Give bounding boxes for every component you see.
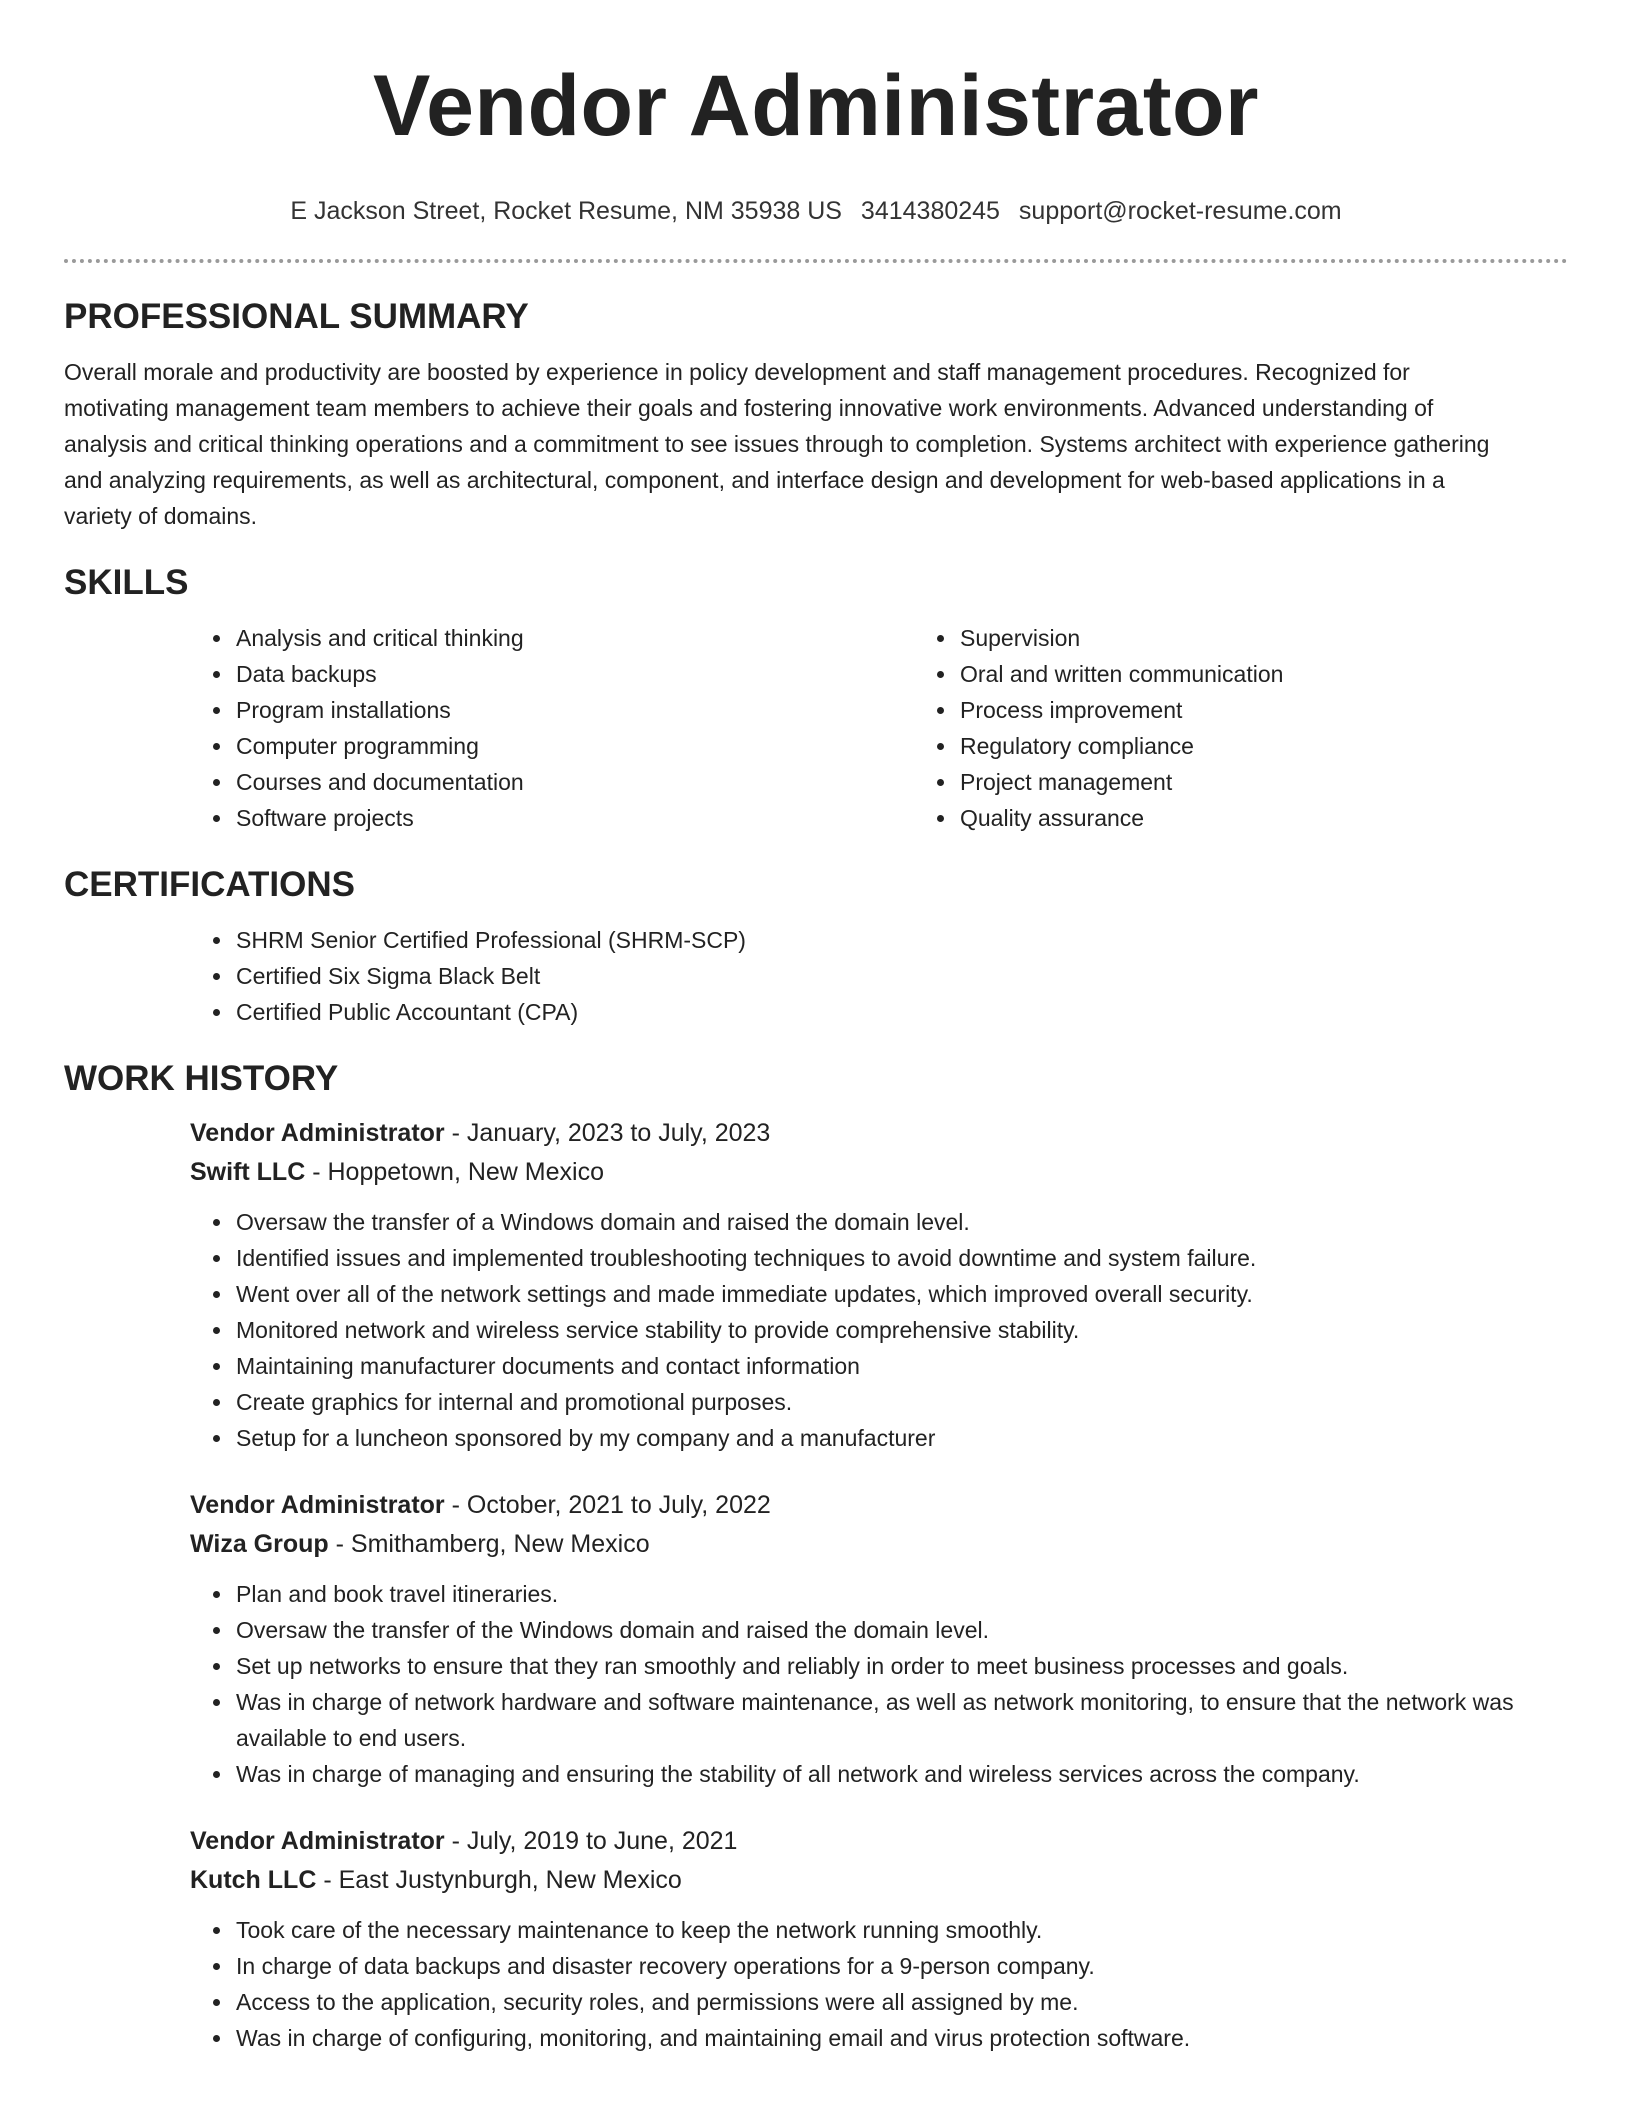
skill-item: • Quality assurance: [958, 800, 1283, 836]
skill-item: • Analysis and critical thinking: [234, 620, 914, 656]
job-bullet: • Oversaw the transfer of the Windows domain and raised the domain level.: [234, 1612, 1568, 1648]
job-role: Vendor Administrator: [190, 1491, 445, 1519]
job-entry: [190, 1486, 1568, 1564]
job-bullet: • Access to the application, security roles, and permissions were all assigned by me.: [234, 1984, 1568, 2020]
job-dates: - October, 2021 to July, 2022: [444, 1491, 771, 1519]
skill-item: • Data backups: [234, 656, 914, 692]
skill-item: • Software projects: [234, 800, 914, 836]
job-company-line: [190, 1525, 1568, 1564]
contact-email[interactable]: support@rocket-resume.com: [1018, 197, 1342, 225]
contact-line: [64, 196, 1568, 226]
job-bullets: [64, 1204, 1568, 1456]
job-title-line: [190, 1114, 1568, 1153]
skill-item: • Process improvement: [958, 692, 1283, 728]
skills-heading: SKILLS: [64, 563, 189, 602]
skill-item: • Supervision: [958, 620, 1283, 656]
skills-list: [64, 620, 1568, 836]
job-bullets: [64, 1912, 1568, 2056]
job-location: - Hoppetown, New Mexico: [305, 1158, 604, 1186]
resume-name: Vendor Administrator: [372, 58, 1260, 154]
skill-item: • Program installations: [234, 692, 914, 728]
skill-item: • Courses and documentation: [234, 764, 914, 800]
job-bullet: • Plan and book travel itineraries.: [234, 1576, 1568, 1612]
job-location: - Smithamberg, New Mexico: [328, 1530, 650, 1558]
job-bullet: • Was in charge of managing and ensuring the stability of all network and wireless services across the company.: [234, 1756, 1568, 1792]
job-company: Swift LLC: [190, 1158, 306, 1186]
job-bullet: • In charge of data backups and disaster recovery operations for a 9-person company.: [234, 1948, 1568, 1984]
skill-item: • Project management: [958, 764, 1283, 800]
summary-text: Overall morale and productivity are boosted by experience in policy development and staff management procedures. Recognized for motivating management team members to achieve their goals and fostering innovative work environments. Advanced understanding of analysis and critical thinking operations and a commitment to see issues through to completion. Systems architect with experience gathering and analyzing requirements, as well as architectural, component, and interface design and development for web-based applications in a variety of domains.: [64, 359, 1490, 529]
work-history-heading: WORK HISTORY: [64, 1059, 339, 1098]
job-entry: [190, 1822, 1568, 1900]
job-company-line: [190, 1153, 1568, 1192]
certification-item: • Certified Six Sigma Black Belt: [234, 958, 1568, 994]
job-bullet: • Took care of the necessary maintenance to keep the network running smoothly.: [234, 1912, 1568, 1948]
job-bullet: • Identified issues and implemented troubleshooting techniques to avoid downtime and system failure.: [234, 1240, 1568, 1276]
certification-item: • SHRM Senior Certified Professional (SHRM-SCP): [234, 922, 1568, 958]
job-bullet: • Monitored network and wireless service stability to provide comprehensive stability.: [234, 1312, 1568, 1348]
job-bullets: [64, 1576, 1568, 1792]
job-location: - East Justynburgh, New Mexico: [316, 1866, 682, 1894]
header-divider: [64, 259, 1568, 263]
contact-phone: 3414380245: [860, 197, 1000, 225]
skills-column-right: [914, 620, 1283, 836]
job-bullet: • Went over all of the network settings and made immediate updates, which improved overall security.: [234, 1276, 1568, 1312]
certification-item: • Certified Public Accountant (CPA): [234, 994, 1568, 1030]
certifications-heading: CERTIFICATIONS: [64, 865, 356, 904]
job-title-line: [190, 1486, 1568, 1525]
job-company-line: [190, 1861, 1568, 1900]
job-title-line: [190, 1822, 1568, 1861]
job-bullet: • Was in charge of network hardware and software maintenance, as well as network monitoring, to ensure that the network was available to end users.: [234, 1684, 1568, 1756]
job-bullet: • Create graphics for internal and promotional purposes.: [234, 1384, 1568, 1420]
skill-item: • Oral and written communication: [958, 656, 1283, 692]
job-entry: [190, 1114, 1568, 1192]
skill-item: • Regulatory compliance: [958, 728, 1283, 764]
job-company: Wiza Group: [190, 1530, 329, 1558]
skills-column-left: [64, 620, 914, 836]
summary-heading: PROFESSIONAL SUMMARY: [64, 297, 529, 336]
skill-item: • Computer programming: [234, 728, 914, 764]
job-bullet: • Setup for a luncheon sponsored by my company and a manufacturer: [234, 1420, 1568, 1456]
job-role: Vendor Administrator: [190, 1827, 445, 1855]
job-dates: - July, 2019 to June, 2021: [444, 1827, 738, 1855]
certifications-list: [64, 922, 1568, 1030]
job-role: Vendor Administrator: [190, 1119, 445, 1147]
contact-address: E Jackson Street, Rocket Resume, NM 35938 US: [290, 197, 842, 225]
job-company: Kutch LLC: [190, 1866, 317, 1894]
job-bullet: • Oversaw the transfer of a Windows domain and raised the domain level.: [234, 1204, 1568, 1240]
job-dates: - January, 2023 to July, 2023: [444, 1119, 771, 1147]
job-bullet: • Set up networks to ensure that they ran smoothly and reliably in order to meet business processes and goals.: [234, 1648, 1568, 1684]
job-bullet: • Was in charge of configuring, monitoring, and maintaining email and virus protection software.: [234, 2020, 1568, 2056]
job-bullet: • Maintaining manufacturer documents and contact information: [234, 1348, 1568, 1384]
